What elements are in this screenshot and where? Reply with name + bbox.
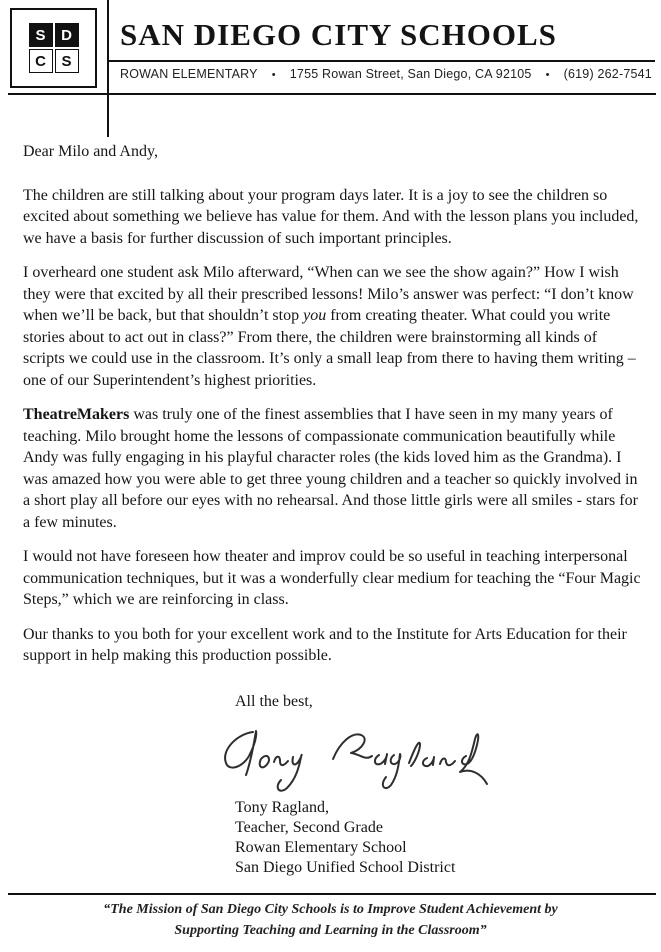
logo-letter-s-top: S [29,23,53,47]
logo-letter-d: D [55,23,79,47]
paragraph-3-rest: was truly one of the finest assemblies that I have seen in my many years of teaching. Milo brought home the lessons of compassionate communication beautifully while Andy was fully engaging in his playful character roles (the kids loved him as the Grandma). I was amazed how you were able to get three young children and a teacher so quickly involved in a short play all before our eyes with no rehearsal. And those little girls were all smiles - stars for a few minutes. [23,406,638,531]
footer-rule [8,893,656,895]
district-mission-motto [0,899,661,941]
motto-line-1: “The Mission of San Diego City Schools is to Improve Student Achievement by [103,902,558,917]
school-name: ROWAN ELEMENTARY [120,67,258,81]
paragraph-1: The children are still talking about your program days later. It is a joy to see the children so excited about something we believe has value for them. And with the lesson plans you included, we have a basis for further discussion of such important principles. [23,186,639,247]
signer-name: Tony Ragland, [235,799,329,816]
paragraph-4: I would not have foreseen how theater and improv could be so useful in teaching interpersonal communication techniques, but it was a wonderfully clear medium for teaching the “Four Magic Steps,” which we are reinforcing in class. [23,548,641,608]
school-contact-line [120,67,655,81]
paragraph-2-italic-you: you [303,307,327,324]
school-address: 1755 Rowan Street, San Diego, CA 92105 [289,67,532,81]
bullet-separator: • [545,69,550,81]
paragraph-3 [23,404,642,533]
signature-block [235,798,642,878]
sdcs-logo [10,8,97,88]
sdcs-logo-grid [29,23,79,73]
letterhead-bottom-rule [8,93,656,95]
closing-phrase: All the best, [235,692,313,710]
signer-school: Rowan Elementary School [235,839,407,856]
paragraph-2-pre: I overheard one student ask Milo afterward, “When can we see the show again?” How I wish they were that excited by all their prescribed lessons! Milo’s answer was perfect: “I don’t know when we’ll be back, but that shouldn’t stop [23,264,634,324]
letterhead-vertical-rule [107,0,109,137]
salutation: Dear Milo and Andy, [23,143,158,160]
signer-title: Teacher, Second Grade [235,819,383,836]
signer-district: San Diego Unified School District [235,859,456,876]
paragraph-2 [23,262,642,391]
title-underline-rule [109,60,655,62]
handwritten-signature-tony-ragland [213,714,493,796]
motto-line-2: Supporting Teaching and Learning in the Classroom” [174,923,487,938]
district-title: SAN DIEGO CITY SCHOOLS [120,17,557,52]
logo-letter-s-bottom: S [55,49,79,73]
logo-letter-c: C [29,49,53,73]
paragraph-2-post: from creating theater. What could you write stories about to act out in class?” From there, the children were brainstorming all kinds of scripts we could use in the classroom. It’s only a small leap from there to having them writing – one of our Superintendent’s highest priorities. [23,307,636,389]
letter-body [23,141,642,878]
paragraph-5: Our thanks to you both for your excellent work and to the Institute for Arts Education for their support in help making this production possible. [23,625,627,664]
bullet-separator: • [271,69,276,81]
school-phone: (619) 262-7541 [563,67,652,81]
paragraph-3-bold-theatremakers: TheatreMakers [23,406,130,423]
